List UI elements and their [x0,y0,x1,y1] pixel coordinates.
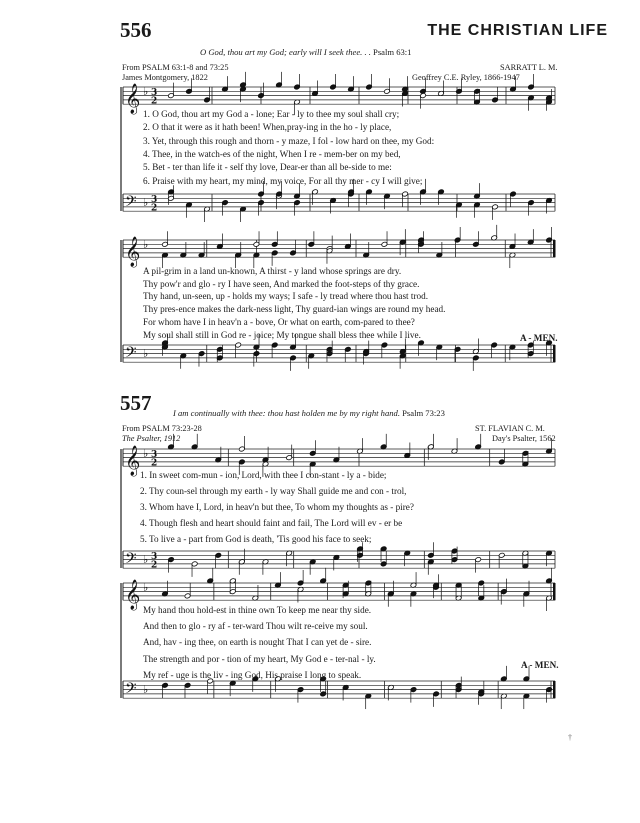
bass-clef-icon: 𝄢 [125,550,137,572]
lyric-line: And, hav - ing thee, on earth is nought That I can yet de - sire. [143,637,372,648]
time-signature-top: 3 [151,88,158,98]
lyric-line: My hand thou hold-est in thine own To keep me near thy side. [143,605,372,615]
lyric-line: Thy hand, un-seen, up - holds my ways; I safe - ly tread where thou hast trod. [143,291,428,302]
lyric-line: 5. To live a - part from God is death, 'Tis good his face to seek; [140,534,372,544]
lyric-line: The strength and por - tion of my heart, My God e - ter-nal - ly. [143,653,376,664]
final-barline-thick [553,240,556,257]
text-author: James Montgomery, 1822 [122,73,208,82]
tune-composer: Day's Psalter, 1562 [492,434,556,443]
time-signature-top: 3 [151,552,158,562]
lyric-line: A pil-grim in a land un-known, A thirst - y land whose springs are dry. [143,266,402,276]
lyric-line: 3. Yet, through this rough and thorn - y maze, I fol - low hard on thee, my God: [143,135,435,146]
lyric-line: 2. O that it were as it hath been! When,pray-ing in the ho - ly place, [143,122,392,133]
bass-clef-icon: 𝄢 [125,193,137,215]
flat-key-signature-icon: ♭ [143,683,149,696]
amen-label: A - MEN. [521,660,559,670]
lyric-line: 2. Thy coun-sel through my earth - ly way Shall guide me and con - trol, [140,486,407,496]
lyric-line: Thy pres-ence makes the dark-ness light, Thy guard-ian wings are round my head. [143,304,446,315]
text-source: From PSALM 73:23-28 [122,424,202,433]
time-signature-bottom: 2 [151,560,158,571]
scripture-text: I am continually with thee: thou hast holden me by my right hand. [173,408,400,418]
lyric-line: My ref - uge is the liv - ing God, His praise I long to speak. [143,669,362,680]
section-title: THE CHRISTIAN LIFE [427,22,608,39]
final-barline-thick [553,583,556,600]
flat-key-signature-icon: ♭ [143,196,149,209]
lyric-line: 5. Bet - ter than life it - self thy love, Dear-er than all be-side to me: [143,162,392,173]
hymn-number: 556 [120,18,152,42]
time-signature-top: 3 [151,450,158,460]
bass-clef-icon: 𝄢 [125,344,137,366]
lyric-line: 6. Praise with my heart, my mind, my voice, For all thy mer - cy I will give; [143,175,423,186]
lyric-line: For whom have I in heav'n a - bove, Or what on earth, com-pared to thee? [143,316,415,327]
page-mark: † [568,733,572,742]
flat-key-signature-icon: ♭ [143,238,149,251]
time-signature-bottom: 2 [151,458,158,469]
tune-name: SARRATT L. M. [500,63,558,72]
treble-clef-icon: 𝄞 [125,237,141,268]
scripture-text: O God, thou art my God; early will I seek thee. . . [200,47,371,57]
treble-clef-icon: 𝄞 [125,446,141,477]
flat-key-signature-icon: ♭ [143,447,149,460]
final-barline-thick [553,345,556,362]
flat-key-signature-icon: ♭ [143,347,149,360]
lyric-line: My soul shall still in God re - joice; My tongue shall bless thee while I live. [143,329,421,340]
tune-composer: Geoffrey C.E. Ryley, 1866-1947 [412,73,520,82]
lyric-line: 3. Whom have I, Lord, in heav'n but thee, To whom my thoughts as - pire? [140,502,414,512]
lyric-line: 1. In sweet com-mun - ion, Lord, with thee I con-stant - ly a - bide; [140,470,387,480]
amen-label: A - MEN. [520,333,558,343]
treble-clef-icon: 𝄞 [125,580,141,611]
flat-key-signature-icon: ♭ [143,581,149,594]
tune-name: ST. FLAVIAN C. M. [475,424,545,433]
lyric-line: Thy pow'r and glo - ry I have seen, And marked the foot-steps of thy grace. [143,278,420,289]
scripture-reference: Psalm 63:1 [373,47,412,57]
time-signature-bottom: 2 [151,203,158,214]
time-signature-bottom: 2 [151,96,158,107]
text-author: The Psalter, 1912 [122,434,181,443]
lyric-line: 1. O God, thou art my God a - lone; Ear - ly to thee my soul shall cry; [143,109,400,119]
flat-key-signature-icon: ♭ [143,553,149,566]
lyric-line: And then to glo - ry af - ter-ward Thou wilt re-ceive my soul. [143,621,368,632]
final-barline-thick [553,681,556,698]
lyric-line: 4. Though flesh and heart should faint and fail, The Lord will ev - er be [140,518,403,528]
flat-key-signature-icon: ♭ [143,85,149,98]
scripture-reference: Psalm 73:23 [402,408,445,418]
lyric-line: 4. Thee, in the watch-es of the night, When I re - mem-ber on my bed, [143,148,401,159]
bass-clef-icon: 𝄢 [125,680,137,702]
hymn-number: 557 [120,391,152,415]
time-signature-top: 3 [151,195,158,205]
treble-clef-icon: 𝄞 [125,84,141,115]
text-source: From PSALM 63:1-8 and 73:25 [122,63,229,72]
